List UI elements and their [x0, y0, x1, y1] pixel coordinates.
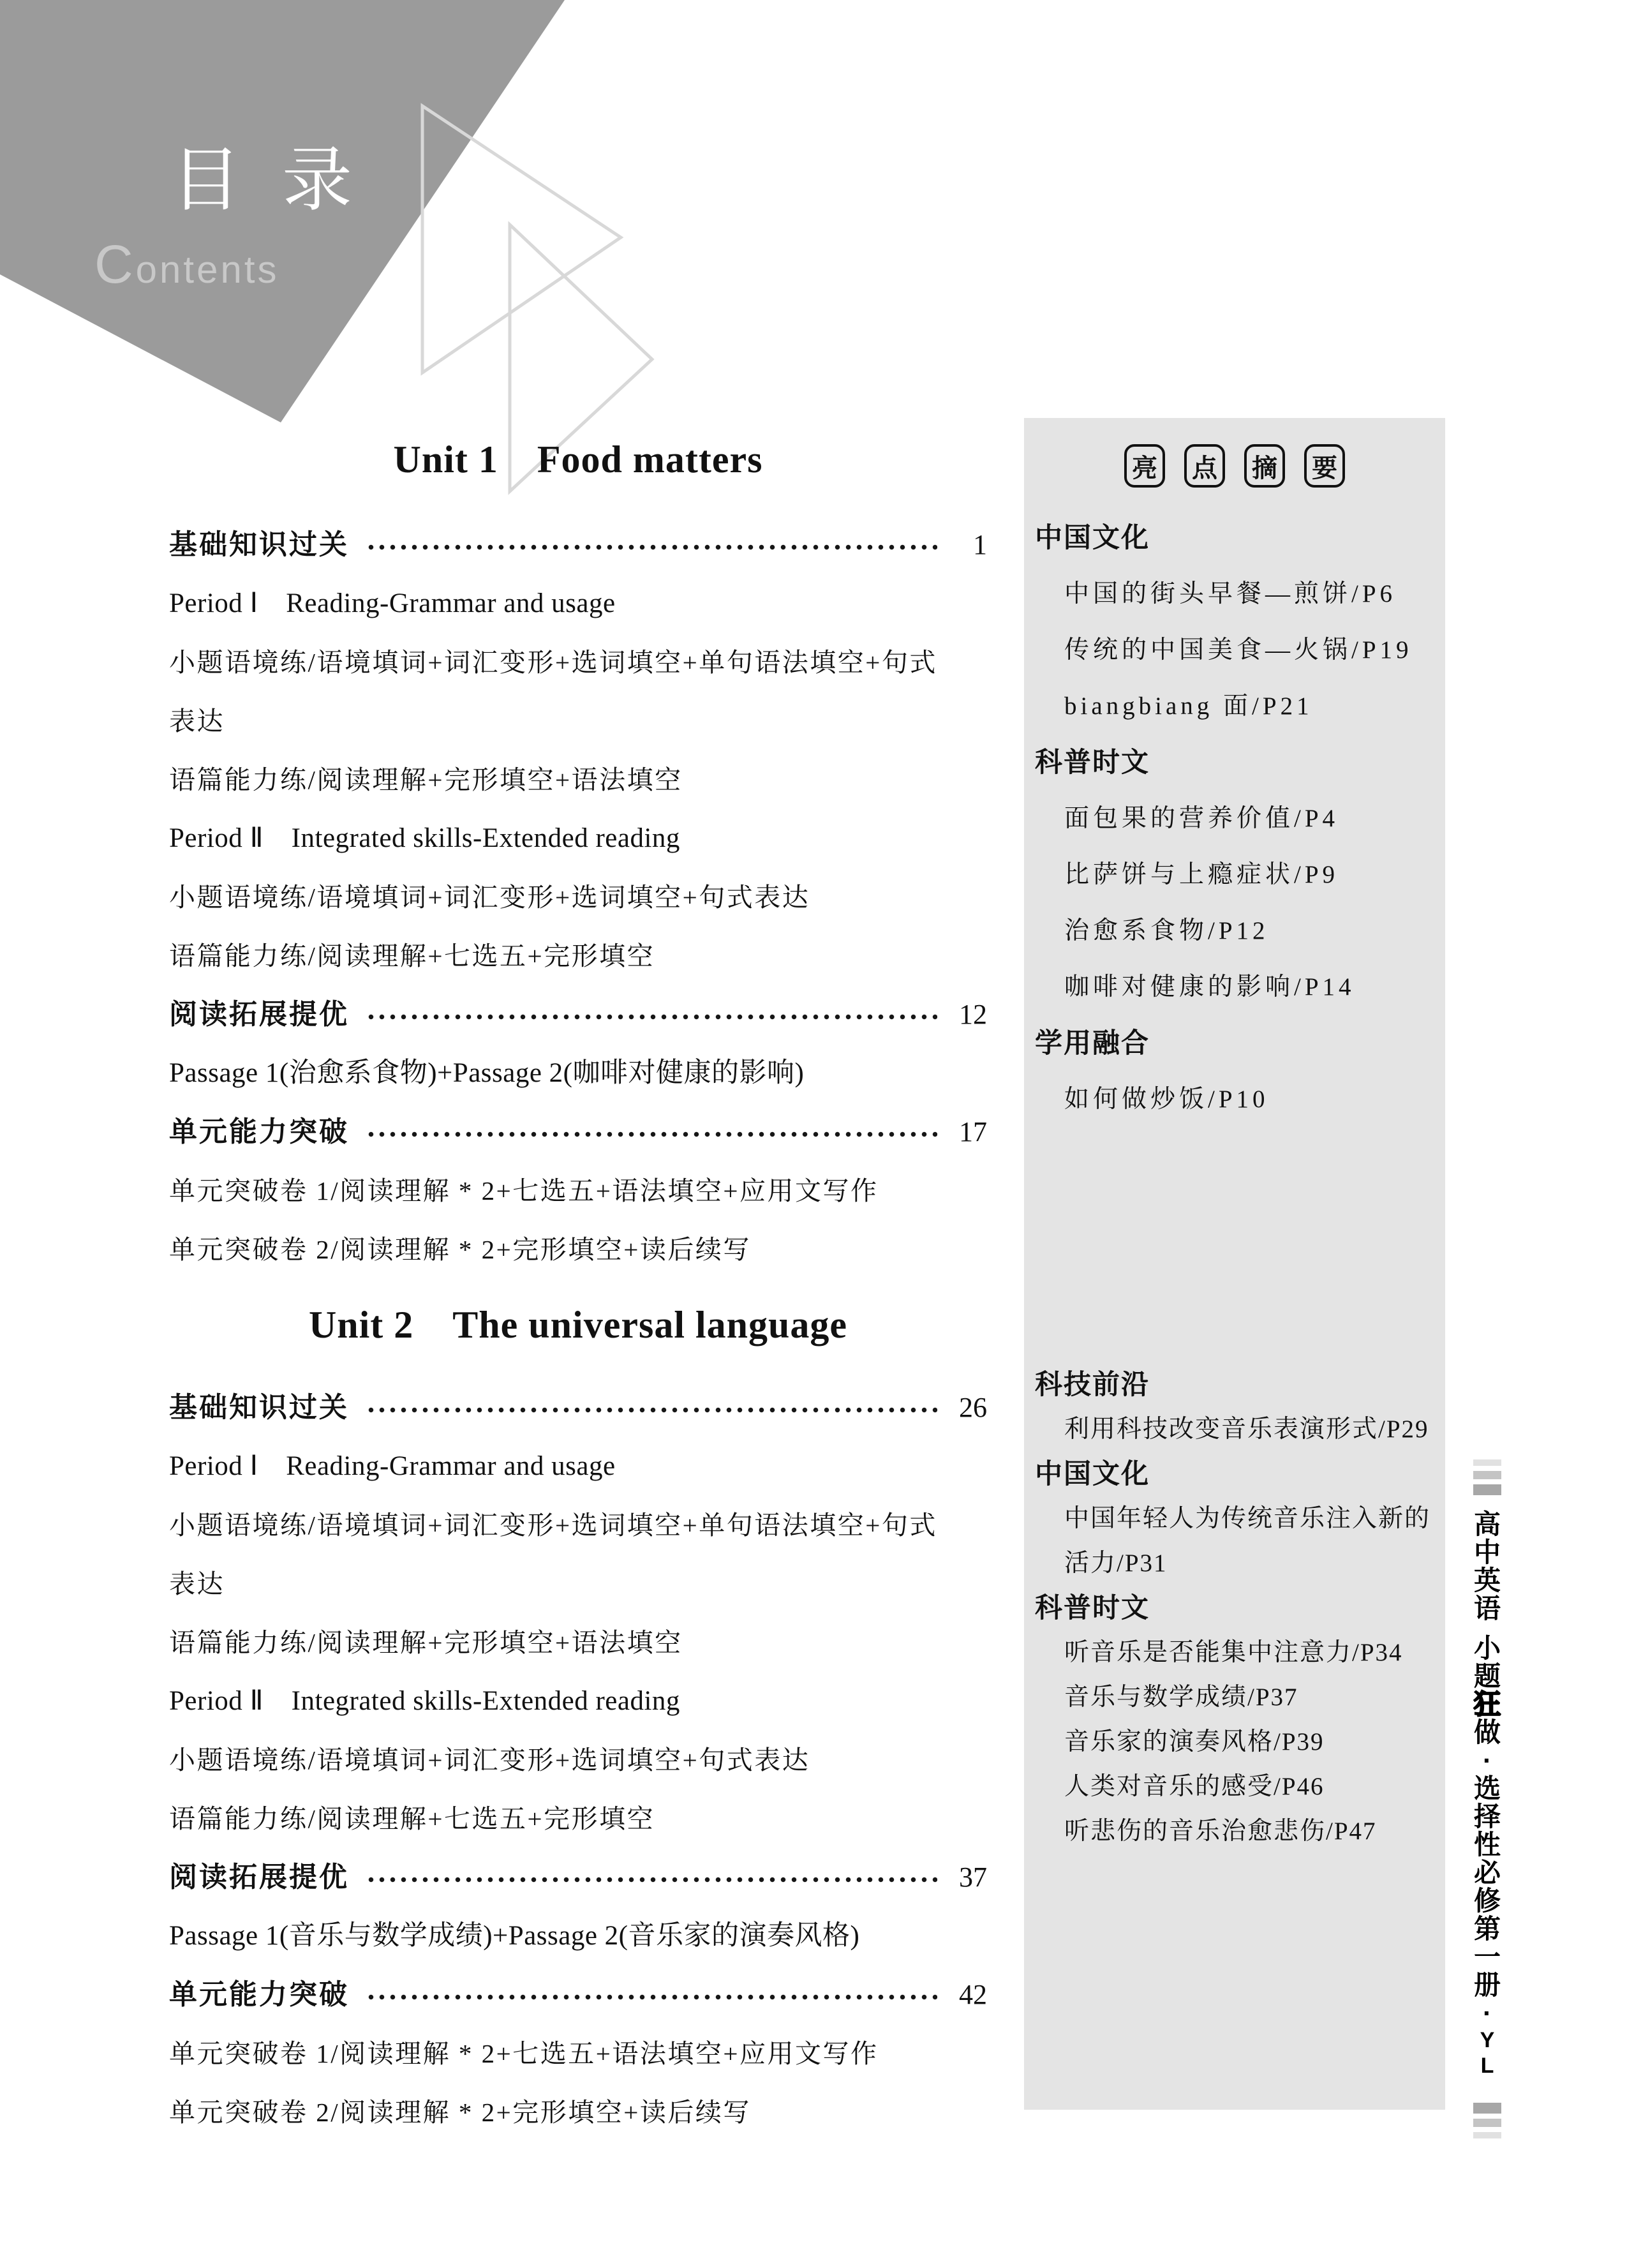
toc-row: Period Ⅱ Integrated skills-Extended reading	[169, 1686, 680, 1716]
book-spine	[1471, 1459, 1503, 2138]
deco-bar	[1473, 2103, 1501, 2114]
highlight-item: 音乐与数学成绩/P37	[1064, 1683, 1298, 1711]
highlight-item: 中国的街头早餐—煎饼/P6	[1064, 580, 1397, 608]
page-number: 12	[959, 999, 987, 1030]
highlight-item: 咖啡对健康的影响/P14	[1064, 973, 1355, 1001]
spine-title-part: 小题	[1473, 1633, 1501, 1691]
unit-title: Unit 2 The universal language	[308, 1304, 848, 1346]
toc-row	[169, 1115, 987, 1149]
dot-leader	[366, 1877, 937, 1883]
highlight-group-header: 科技前沿	[1035, 1369, 1150, 1400]
unit-title: Unit 1 Food matters	[393, 438, 763, 481]
spine-title-part-outlined: 狂	[1473, 1689, 1501, 1719]
toc-row: 语篇能力练/阅读理解+七选五+完形填空	[169, 1804, 655, 1833]
page-number: 37	[959, 1861, 987, 1893]
toc-row: Period Ⅰ Reading-Grammar and usage	[169, 588, 616, 618]
spine-title-part: ·选择性必修第一册·	[1473, 1745, 1501, 2028]
highlight-item: 活力/P31	[1064, 1549, 1168, 1577]
spine-title	[1473, 1511, 1502, 2078]
highlights-panel	[1024, 418, 1445, 2110]
page-number: 17	[959, 1116, 987, 1147]
highlight-item: 利用科技改变音乐表演形式/P29	[1064, 1415, 1429, 1443]
highlight-group-header: 中国文化	[1035, 523, 1150, 553]
spine-title-part: 做	[1473, 1717, 1501, 1747]
toc-row: 小题语境练/语境填词+词汇变形+选词填空+单句语法填空+句式	[169, 1511, 937, 1540]
toc-row: Passage 1(治愈系食物)+Passage 2(咖啡对健康的影响)	[169, 1058, 805, 1088]
toc-row: 语篇能力练/阅读理解+完形填空+语法填空	[169, 765, 683, 795]
toc-row: 单元突破卷 2/阅读理解 * 2+完形填空+读后续写	[169, 2098, 751, 2127]
badge-char: 摘	[1244, 444, 1285, 488]
toc-row: 语篇能力练/阅读理解+七选五+完形填空	[169, 941, 655, 971]
highlight-item: 传统的中国美食—火锅/P19	[1064, 636, 1413, 664]
toc-row	[169, 998, 987, 1031]
toc-row	[169, 528, 987, 562]
toc-row: 单元突破卷 2/阅读理解 * 2+完形填空+读后续写	[169, 1235, 751, 1264]
badge-char: 亮	[1124, 444, 1165, 488]
highlight-item: 中国年轻人为传统音乐注入新的	[1064, 1505, 1431, 1532]
dot-leader	[366, 1994, 937, 2000]
toc-row-label: 阅读拓展提优	[169, 999, 349, 1030]
highlights-badge	[1024, 444, 1445, 488]
page-number: 26	[959, 1392, 987, 1423]
badge-char: 点	[1184, 444, 1225, 488]
page-title-cn: 目录	[171, 142, 393, 220]
toc-row	[169, 1861, 987, 1894]
spine-title-part-latin: YL	[1480, 2028, 1495, 2078]
highlight-item: 如何做炒饭/P10	[1064, 1086, 1269, 1113]
page-number: 1	[973, 529, 987, 560]
highlight-item: 音乐家的演奏风格/P39	[1064, 1728, 1325, 1756]
deco-bar	[1473, 2132, 1501, 2138]
deco-bars-bottom	[1473, 2103, 1501, 2138]
toc-row-label: 单元能力突破	[169, 1979, 349, 2010]
toc-row: Passage 1(音乐与数学成绩)+Passage 2(音乐家的演奏风格)	[169, 1921, 860, 1951]
toc-row-label: 基础知识过关	[169, 529, 349, 560]
highlight-item: 听悲伤的音乐治愈悲伤/P47	[1064, 1817, 1377, 1845]
highlight-item: 治愈系食物/P12	[1064, 917, 1269, 944]
dot-leader	[366, 544, 937, 550]
highlight-group-header: 学用融合	[1035, 1028, 1150, 1059]
toc-main-column	[169, 0, 987, 2268]
toc-row: Period Ⅱ Integrated skills-Extended reading	[169, 823, 680, 853]
page-title-en: Contents	[94, 234, 279, 294]
highlight-item: 听音乐是否能集中注意力/P34	[1064, 1639, 1403, 1666]
toc-row-label: 单元能力突破	[169, 1116, 349, 1147]
toc-row: Period Ⅰ Reading-Grammar and usage	[169, 1451, 616, 1481]
page-number: 42	[959, 1979, 987, 2010]
dot-leader	[366, 1014, 937, 1020]
toc-row: 小题语境练/语境填词+词汇变形+选词填空+句式表达	[169, 1745, 810, 1775]
deco-bar	[1473, 1471, 1501, 1479]
deco-bar	[1473, 1484, 1501, 1495]
dot-leader	[366, 1407, 937, 1413]
highlight-group-header: 中国文化	[1035, 1459, 1150, 1489]
highlight-group-header: 科普时文	[1035, 1593, 1150, 1623]
toc-row: 小题语境练/语境填词+词汇变形+选词填空+句式表达	[169, 883, 810, 912]
highlight-item: 面包果的营养价值/P4	[1064, 805, 1339, 832]
highlight-item: 比萨饼与上瘾症状/P9	[1064, 861, 1339, 888]
highlight-item: biangbiang 面/P21	[1064, 692, 1313, 720]
toc-row	[169, 1391, 987, 1424]
toc-row: 单元突破卷 1/阅读理解 * 2+七选五+语法填空+应用文写作	[169, 2039, 879, 2068]
toc-row	[169, 1978, 987, 2011]
dot-leader	[366, 1131, 937, 1137]
toc-row: 表达	[169, 1569, 225, 1599]
toc-row: 单元突破卷 1/阅读理解 * 2+七选五+语法填空+应用文写作	[169, 1176, 879, 1205]
badge-char: 要	[1304, 444, 1345, 488]
toc-row-label: 基础知识过关	[169, 1392, 349, 1423]
toc-row: 语篇能力练/阅读理解+完形填空+语法填空	[169, 1628, 683, 1657]
spine-title-part: 高中英语	[1473, 1509, 1501, 1623]
deco-bar	[1473, 1459, 1501, 1466]
toc-row: 小题语境练/语境填词+词汇变形+选词填空+单句语法填空+句式	[169, 648, 937, 677]
highlight-item: 人类对音乐的感受/P46	[1064, 1773, 1325, 1800]
toc-row: 表达	[169, 706, 225, 736]
deco-bar	[1473, 2119, 1501, 2127]
highlight-group-header: 科普时文	[1035, 747, 1150, 778]
toc-row-label: 阅读拓展提优	[169, 1861, 349, 1893]
